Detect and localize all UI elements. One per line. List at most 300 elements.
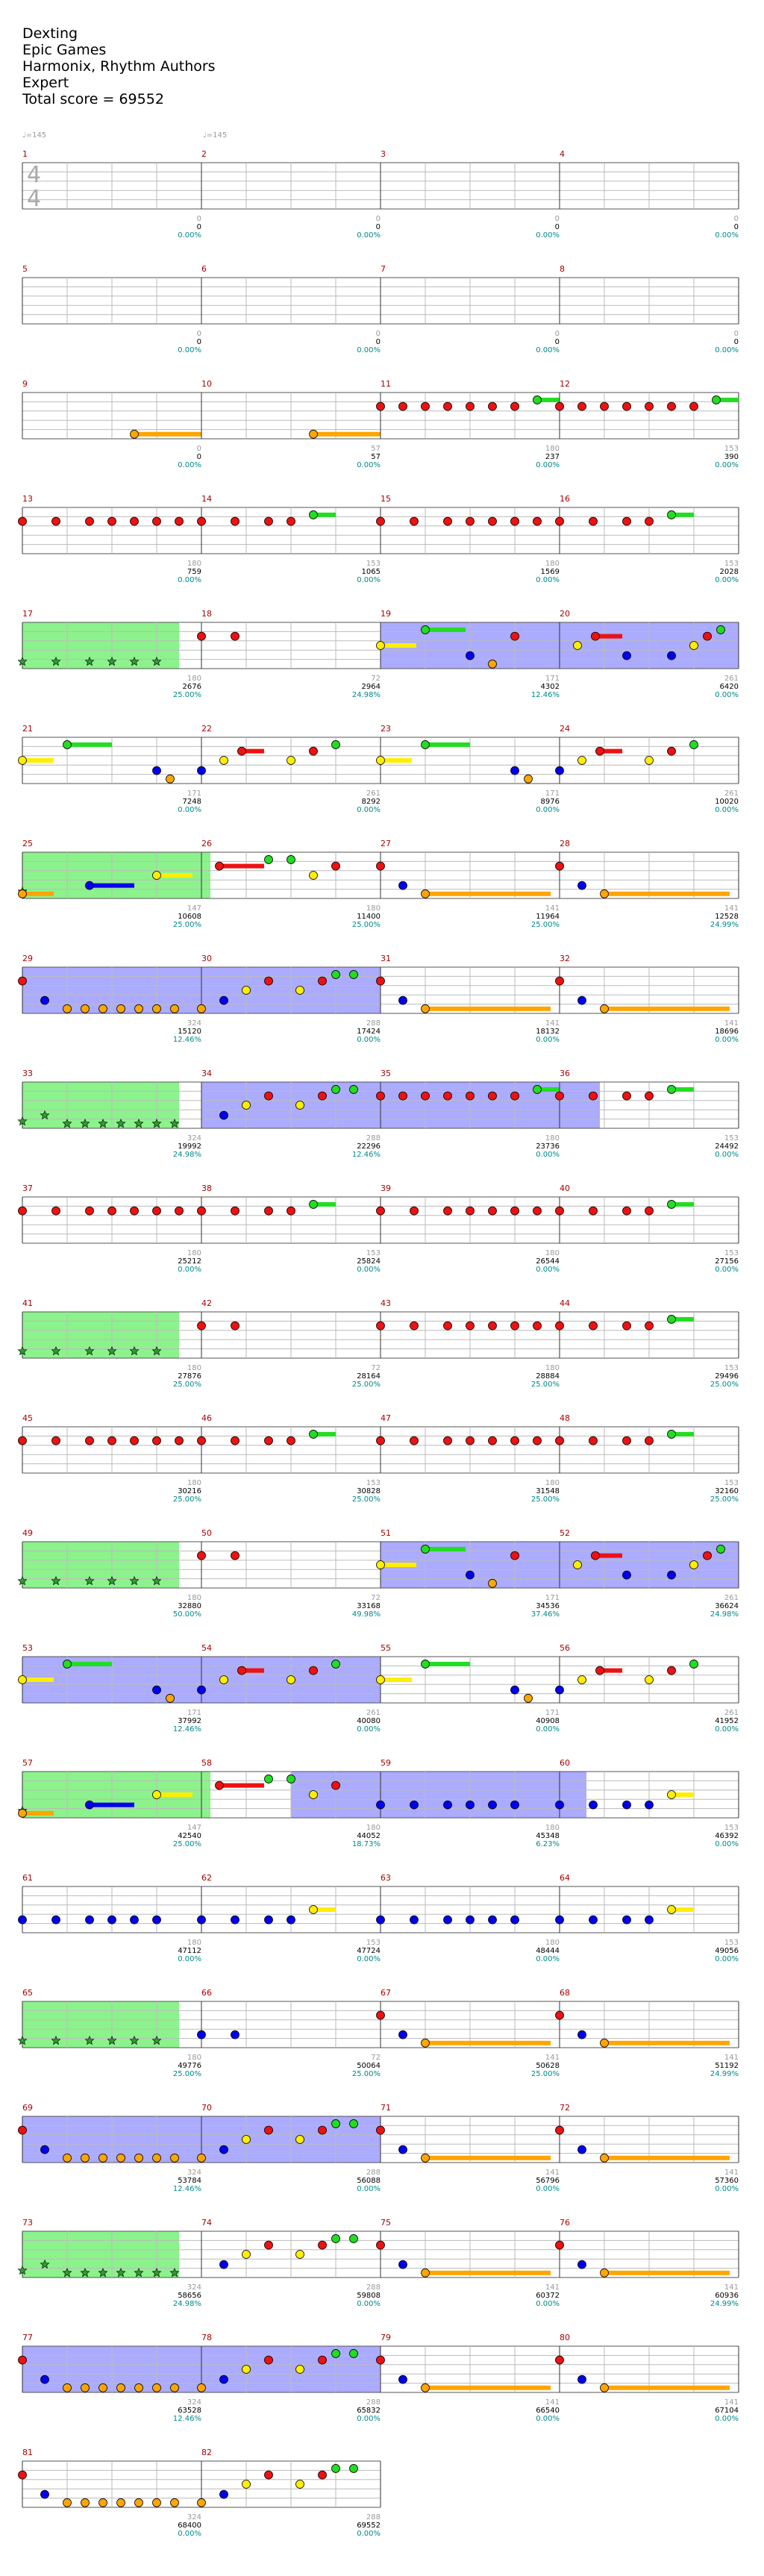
yellow-note (153, 872, 161, 880)
measure-cumulative-score: 53784 (178, 2177, 201, 2185)
blue-note (511, 766, 519, 775)
green-note (287, 855, 295, 863)
measure-note-score: 171 (187, 1709, 201, 1717)
red-note (19, 1207, 27, 1215)
sustain-bar (425, 1662, 470, 1666)
measure-percent: 0.00% (357, 346, 381, 354)
yellow-note (668, 1791, 676, 1799)
measure-number: 75 (381, 2218, 391, 2228)
sustain-bar (219, 864, 264, 869)
measure-number: 23 (381, 724, 391, 734)
measure-percent: 24.98% (710, 1610, 739, 1619)
red-note (556, 2126, 564, 2134)
red-note (533, 1322, 542, 1330)
red-note (153, 517, 161, 525)
blue-note (578, 881, 586, 890)
measure-note-score: 0 (375, 215, 381, 223)
red-note (198, 1207, 206, 1215)
blue-note (198, 2031, 206, 2039)
orange-note (63, 1004, 72, 1013)
red-note (533, 1207, 542, 1215)
blue-note (86, 1916, 94, 1924)
red-note (238, 1666, 246, 1675)
red-note (556, 402, 564, 410)
measure-percent: 12.46% (172, 2185, 201, 2193)
red-note (466, 1322, 475, 1330)
measure-percent: 25.00% (710, 1495, 739, 1504)
measure-note-score: 324 (187, 2283, 201, 2292)
measure-cumulative-score: 47724 (357, 1947, 381, 1955)
yellow-note (296, 2136, 304, 2144)
orange-note (81, 2154, 90, 2162)
measure-percent: 25.00% (710, 1381, 739, 1389)
measure-percent: 0.00% (357, 576, 381, 584)
orange-note (171, 1004, 179, 1013)
measure-percent: 25.00% (172, 1495, 201, 1504)
yellow-note (377, 642, 385, 650)
orange-note (153, 2154, 161, 2162)
measure-note-score: 180 (545, 1249, 560, 1257)
measure-percent: 0.00% (536, 2185, 560, 2193)
measure-percent: 24.98% (172, 2300, 201, 2308)
measure-percent: 50.00% (172, 1610, 201, 1619)
measure-number: 48 (560, 1413, 570, 1423)
yellow-note (242, 987, 251, 995)
measure-percent: 0.00% (715, 1955, 739, 1963)
measure-percent: 0.00% (357, 1725, 381, 1734)
red-note (52, 517, 60, 525)
yellow-note (578, 1676, 586, 1684)
orange-note (135, 1004, 143, 1013)
measure-percent: 0.00% (536, 1036, 560, 1044)
red-note (444, 517, 452, 525)
orange-note (117, 2383, 125, 2392)
measure-number: 12 (560, 379, 570, 389)
measure-cumulative-score: 8292 (361, 798, 381, 806)
green-note (350, 2349, 358, 2357)
measure-note-score: 180 (545, 1364, 560, 1372)
red-note (265, 2356, 273, 2364)
red-note (556, 977, 564, 985)
measure-number: 39 (381, 1184, 391, 1193)
measure-cumulative-score: 56088 (357, 2177, 381, 2185)
sustain-bar (425, 2156, 551, 2160)
red-note (645, 1437, 654, 1445)
green-note (310, 1430, 318, 1438)
measure-number: 73 (22, 2218, 33, 2228)
green-note (350, 1085, 358, 1093)
measure-percent: 0.00% (715, 1151, 739, 1159)
red-note (377, 1437, 385, 1445)
blue-note (466, 1801, 475, 1809)
measure-number: 71 (381, 2103, 391, 2113)
measure-note-score: 141 (724, 2398, 739, 2407)
blue-note (153, 766, 161, 775)
green-note (533, 1085, 542, 1093)
orange-note (81, 1004, 90, 1013)
measure-cumulative-score: 58656 (178, 2292, 201, 2300)
red-note (198, 632, 206, 640)
blue-note (220, 2260, 228, 2269)
blue-note (41, 2145, 49, 2154)
blue-note (466, 1916, 475, 1924)
measure-note-score: 180 (545, 1824, 560, 1832)
measure-note-score: 153 (724, 1939, 739, 1947)
measure-note-score: 324 (187, 2513, 201, 2522)
red-note (704, 632, 712, 640)
measure-cumulative-score: 44052 (357, 1832, 381, 1840)
measure-note-score: 141 (724, 904, 739, 913)
measure-number: 33 (22, 1069, 33, 1078)
measure-percent: 0.00% (178, 1955, 201, 1963)
measure-number: 15 (381, 494, 391, 504)
measure-cumulative-score: 63528 (178, 2407, 201, 2415)
red-note (444, 1092, 452, 1100)
orange-note (171, 2154, 179, 2162)
red-note (556, 2241, 564, 2249)
measure-number: 81 (22, 2448, 33, 2457)
measure-cumulative-score: 2028 (719, 568, 739, 576)
blue-note (198, 1916, 206, 1924)
measure-percent: 0.00% (715, 576, 739, 584)
yellow-note (296, 1101, 304, 1110)
blue-note (41, 996, 49, 1004)
blue-note (668, 651, 676, 660)
sustain-bar (425, 892, 551, 896)
red-note (108, 517, 116, 525)
measure-percent: 25.00% (530, 1381, 560, 1389)
measure-cumulative-score: 56796 (536, 2177, 560, 2185)
measure-percent: 0.00% (178, 576, 201, 584)
red-note (131, 517, 139, 525)
red-note (645, 1207, 654, 1215)
red-note (175, 1437, 184, 1445)
orange-note (135, 2498, 143, 2507)
red-note (319, 977, 327, 985)
yellow-note (242, 2366, 251, 2374)
red-note (556, 517, 564, 525)
measure-note-score: 153 (366, 1249, 381, 1257)
red-note (511, 1437, 519, 1445)
measure-percent: 0.00% (536, 1725, 560, 1734)
measure-note-score: 288 (366, 2513, 381, 2522)
sustain-bar (604, 892, 730, 896)
red-note (422, 402, 430, 410)
measure-note-score: 180 (187, 1594, 201, 1602)
orange-note (19, 1809, 27, 1817)
measure-note-score: 153 (366, 560, 381, 568)
yellow-note (310, 1906, 318, 1914)
sustain-bar (381, 643, 416, 648)
measure-note-score: 0 (554, 215, 560, 223)
red-note (511, 517, 519, 525)
orange-note (310, 430, 318, 438)
blue-note (444, 1916, 452, 1924)
measure-note-score: 180 (187, 675, 201, 683)
measure-number: 8 (560, 264, 565, 274)
red-note (310, 747, 318, 755)
measure-number: 65 (22, 1988, 33, 1998)
red-note (377, 2241, 385, 2249)
measure-cumulative-score: 0 (554, 338, 560, 346)
orange-note (422, 2039, 430, 2047)
green-note (690, 740, 698, 748)
measure-number: 20 (560, 609, 570, 619)
measure-cumulative-score: 30216 (178, 1487, 201, 1495)
measure-percent: 0.00% (715, 346, 739, 354)
red-note (19, 517, 27, 525)
red-note (265, 517, 273, 525)
measure-percent: 0.00% (715, 2415, 739, 2423)
red-note (489, 517, 497, 525)
red-note (377, 977, 385, 985)
blue-note (556, 766, 564, 775)
orange-note (135, 2154, 143, 2162)
orange-note (166, 775, 175, 783)
sustain-bar (425, 2271, 551, 2275)
green-note (533, 396, 542, 404)
measure-note-score: 180 (366, 1824, 381, 1832)
measure-cumulative-score: 28164 (357, 1372, 381, 1381)
blue-note (377, 1916, 385, 1924)
sustain-bar (425, 1547, 466, 1551)
blue-note (399, 881, 407, 890)
sustain-bar (604, 2271, 730, 2275)
measure-note-score: 180 (366, 904, 381, 913)
red-note (377, 517, 385, 525)
red-note (131, 1437, 139, 1445)
measure-number: 47 (381, 1413, 391, 1423)
measure-number: 9 (22, 379, 28, 389)
blue-note (466, 1571, 475, 1579)
red-note (645, 402, 654, 410)
measure-cumulative-score: 390 (724, 453, 739, 461)
red-note (489, 1092, 497, 1100)
red-note (623, 517, 631, 525)
green-note (265, 1775, 273, 1783)
orange-note (99, 1004, 107, 1013)
measure-percent: 0.00% (536, 461, 560, 469)
blue-note (220, 996, 228, 1004)
blue-note (231, 2031, 239, 2039)
measure-number: 49 (22, 1528, 33, 1538)
measure-percent: 0.00% (178, 806, 201, 814)
measure-note-score: 0 (375, 330, 381, 338)
red-note (592, 1551, 600, 1560)
measure-number: 30 (201, 954, 212, 963)
red-note (131, 1207, 139, 1215)
orange-note (525, 1694, 533, 1702)
measure-number: 35 (381, 1069, 391, 1078)
measure-number: 56 (560, 1643, 570, 1653)
red-note (377, 1092, 385, 1100)
green-note (668, 1315, 676, 1323)
red-note (399, 1092, 407, 1100)
red-note (466, 1437, 475, 1445)
red-note (265, 1207, 273, 1215)
measure-number: 37 (22, 1184, 33, 1193)
measure-percent: 0.00% (715, 231, 739, 240)
measure-cumulative-score: 30828 (357, 1487, 381, 1495)
red-note (601, 402, 609, 410)
blue-note (287, 1916, 295, 1924)
red-note (596, 747, 604, 755)
orange-note (489, 660, 497, 668)
green-note (332, 2349, 340, 2357)
red-note (556, 2356, 564, 2364)
blue-note (131, 1916, 139, 1924)
sustain-bar (604, 1007, 730, 1011)
orange-note (198, 2154, 206, 2162)
green-note (668, 1430, 676, 1438)
measure-number: 19 (381, 609, 391, 619)
measure-number: 53 (22, 1643, 33, 1653)
measure-cumulative-score: 40908 (536, 1717, 560, 1725)
sustain-bar (90, 1803, 134, 1807)
red-note (589, 1437, 598, 1445)
measure-percent: 25.00% (530, 1495, 560, 1504)
red-note (287, 517, 295, 525)
measure-note-score: 0 (554, 330, 560, 338)
measure-number: 57 (22, 1758, 33, 1768)
red-note (287, 1207, 295, 1215)
red-note (319, 2471, 327, 2479)
red-note (265, 2126, 273, 2134)
green-note (332, 2119, 340, 2128)
measure-cumulative-score: 11964 (536, 913, 560, 921)
measure-note-score: 324 (187, 2398, 201, 2407)
red-note (444, 402, 452, 410)
measure-cumulative-score: 34536 (536, 1602, 560, 1610)
yellow-note (296, 2366, 304, 2374)
measure-note-score: 324 (187, 1134, 201, 1142)
red-note (668, 1666, 676, 1675)
red-note (86, 517, 94, 525)
red-note (231, 1322, 239, 1330)
green-note (350, 2234, 358, 2242)
blue-note (578, 996, 586, 1004)
blue-note (220, 2490, 228, 2498)
tempo-mark: ♩=145 (203, 131, 228, 140)
blue-note (623, 1801, 631, 1809)
red-note (489, 1437, 497, 1445)
yellow-note (287, 1676, 295, 1684)
measure-number: 4 (560, 149, 565, 159)
red-note (231, 632, 239, 640)
measure-number: 63 (381, 1873, 391, 1883)
red-note (52, 1437, 60, 1445)
measure-cumulative-score: 22296 (357, 1142, 381, 1151)
measure-cumulative-score: 69552 (357, 2522, 381, 2530)
red-note (52, 1207, 60, 1215)
time-signature-bottom: 4 (27, 186, 42, 212)
sustain-bar (22, 1678, 54, 1682)
measure-cumulative-score: 68400 (178, 2522, 201, 2530)
measure-number: 5 (22, 264, 28, 274)
orange-note (99, 2498, 107, 2507)
measure-percent: 0.00% (536, 1955, 560, 1963)
orange-note (198, 2383, 206, 2392)
measure-number: 64 (560, 1873, 570, 1883)
orange-note (198, 1004, 206, 1013)
measure-number: 62 (201, 1873, 212, 1883)
green-note (63, 1660, 72, 1668)
red-note (216, 1781, 224, 1789)
red-note (238, 747, 246, 755)
blue-note (466, 651, 475, 660)
measure-number: 3 (381, 149, 386, 159)
measure-number: 17 (22, 609, 33, 619)
orange-note (99, 2154, 107, 2162)
measure-note-score: 171 (545, 1594, 560, 1602)
measure-note-score: 288 (366, 1134, 381, 1142)
measure-note-score: 261 (366, 790, 381, 798)
orange-note (135, 2383, 143, 2392)
red-note (645, 1092, 654, 1100)
yellow-note (377, 757, 385, 765)
blue-note (489, 1801, 497, 1809)
orange-note (81, 2383, 90, 2392)
measure-number: 29 (22, 954, 33, 963)
red-note (489, 1207, 497, 1215)
measure-note-score: 153 (724, 1364, 739, 1372)
red-note (410, 517, 419, 525)
measure-number: 70 (201, 2103, 212, 2113)
red-note (19, 1437, 27, 1445)
song-charter: Harmonix, Rhythm Authors (22, 58, 216, 75)
sustain-bar (313, 432, 381, 437)
measure-number: 13 (22, 494, 33, 504)
measure-note-score: 147 (187, 904, 201, 913)
measure-percent: 18.73% (351, 1840, 381, 1848)
red-note (265, 977, 273, 985)
blue-note (153, 1686, 161, 1694)
blue-note (589, 1916, 598, 1924)
sustain-bar (90, 884, 134, 888)
measure-cumulative-score: 7248 (182, 798, 201, 806)
blue-note (220, 1111, 228, 1119)
measure-percent: 12.46% (530, 691, 560, 699)
measure-note-score: 261 (724, 675, 739, 683)
green-note (690, 1660, 698, 1668)
measure-note-score: 153 (724, 1824, 739, 1832)
red-note (377, 1322, 385, 1330)
blue-note (86, 881, 94, 890)
sustain-bar (425, 743, 470, 747)
measure-cumulative-score: 8976 (540, 798, 560, 806)
red-note (332, 1781, 340, 1789)
measure-cumulative-score: 65832 (357, 2407, 381, 2415)
measure-note-score: 171 (545, 1709, 560, 1717)
red-note (466, 402, 475, 410)
measure-cumulative-score: 60372 (536, 2292, 560, 2300)
blue-note (377, 1801, 385, 1809)
measure-percent: 0.00% (357, 1955, 381, 1963)
measure-note-score: 180 (187, 1249, 201, 1257)
measure-number: 59 (381, 1758, 391, 1768)
sustain-bar (67, 743, 112, 747)
red-note (444, 1207, 452, 1215)
measure-cumulative-score: 50628 (536, 2062, 560, 2070)
orange-note (117, 2154, 125, 2162)
measure-number: 45 (22, 1413, 33, 1423)
green-note (265, 855, 273, 863)
red-note (645, 517, 654, 525)
measure-percent: 0.00% (178, 231, 201, 240)
measure-percent: 0.00% (715, 1725, 739, 1734)
green-note (668, 1200, 676, 1208)
measure-note-score: 147 (187, 1824, 201, 1832)
